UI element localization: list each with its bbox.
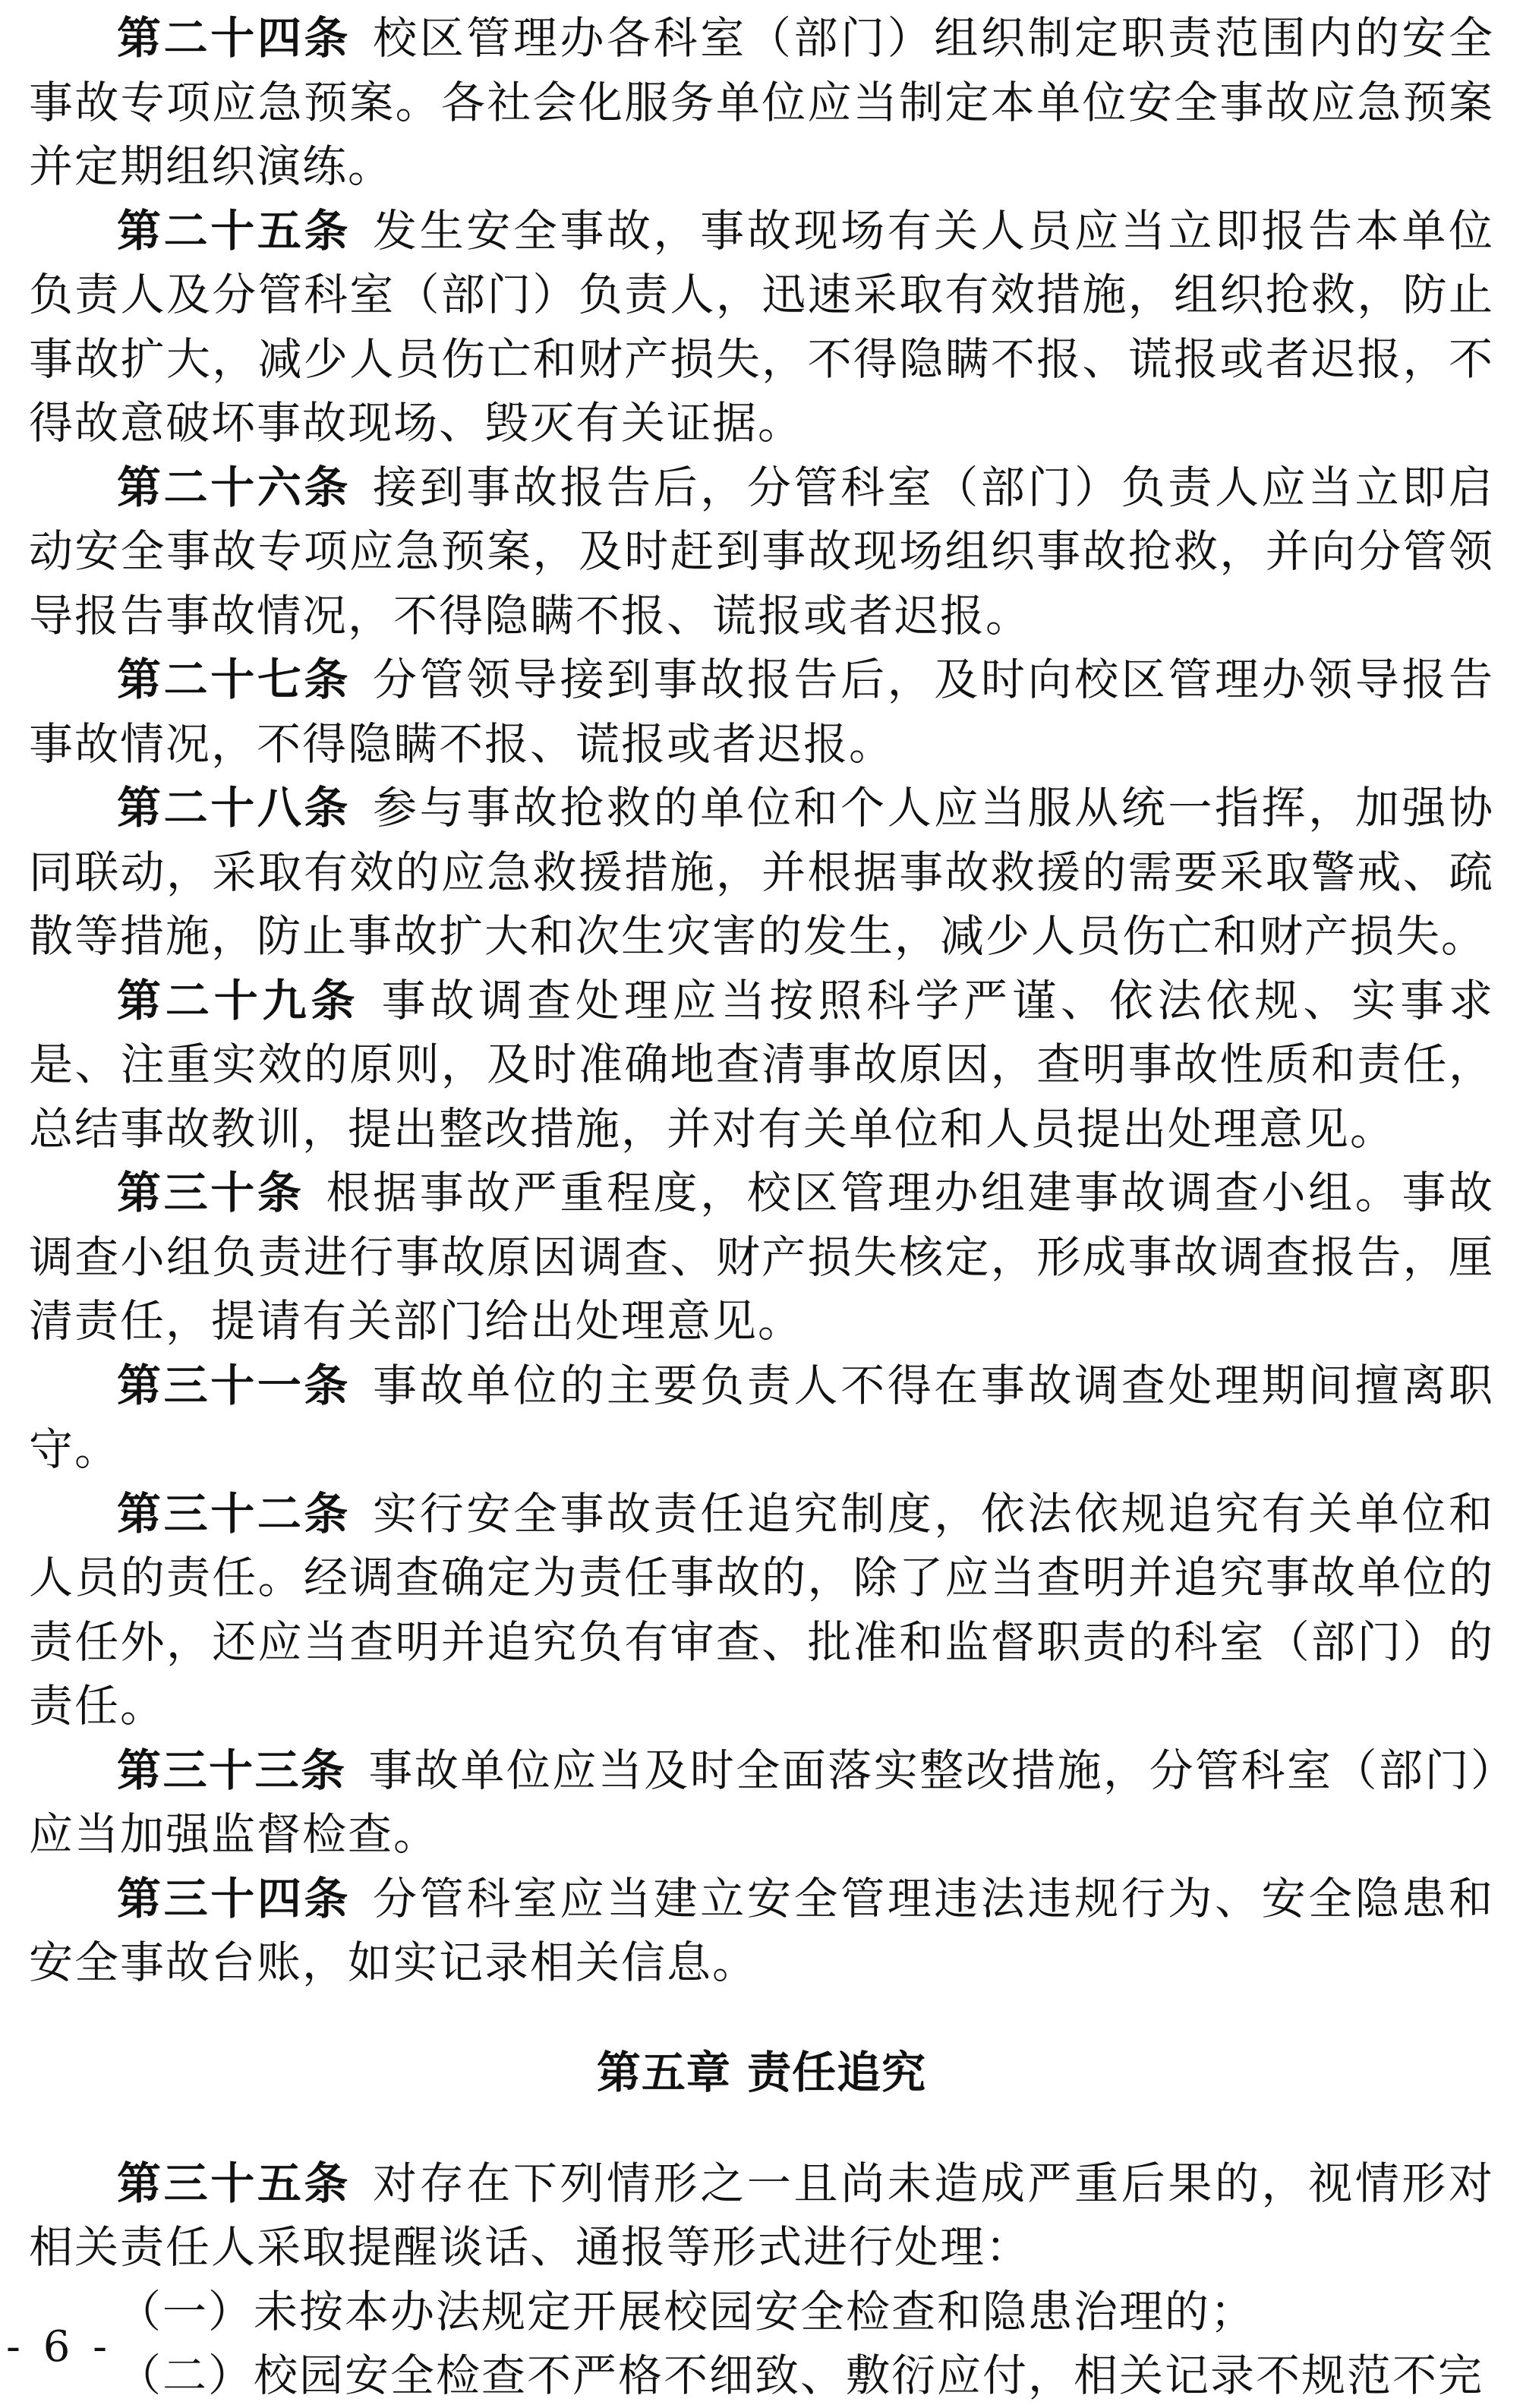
article-text: 事故调查处理应当按照科学严谨、依法依规、实事求是、注重实效的原则，及时准确地查清事故原因，查明事故性质和责任，总结事故教训，提出整改措施，并对有关单位和人员提出处理意见。	[29, 974, 1494, 1155]
article-text: 校区管理办各科室（部门）组织制定职责范围内的安全事故专项应急预案。各社会化服务单位应当制定本单位安全事故应急预案并定期组织演练。	[29, 12, 1494, 192]
article-text: 实行安全事故责任追究制度，依法依规追究有关单位和人员的责任。经调查确定为责任事故的，除了应当查明并追究事故单位的责任外，还应当查明并追究负有审查、批准和监督职责的科室（部门）的责任。	[29, 1487, 1494, 1732]
article-33	[29, 1738, 1494, 1867]
article-text: 根据事故严重程度，校区管理办组建事故调查小组。事故调查小组负责进行事故原因调查、财产损失核定，形成事故调查报告，厘清责任，提请有关部门给出处理意见。	[29, 1167, 1494, 1347]
article-label: 第二十七条	[117, 654, 352, 705]
chapter-title: 第五章 责任追究	[596, 2046, 927, 2098]
article-text: 分管领导接到事故报告后，及时向校区管理办领导报告事故情况，不得隐瞒不报、谎报或者迟报。	[29, 654, 1494, 770]
article-label: 第二十八条	[117, 782, 352, 834]
article-text: 接到事故报告后，分管科室（部门）负责人应当立即启动安全事故专项应急预案，及时赶到事故现场组织事故抢救，并向分管领导报告事故情况，不得隐瞒不报、谎报或者迟报。	[29, 461, 1494, 641]
article-label: 第三十四条	[117, 1872, 352, 1924]
article-text: 参与事故抢救的单位和个人应当服从统一指挥，加强协同联动，采取有效的应急救援措施，并根据事故救援的需要采取警戒、疏散等措施，防止事故扩大和次生灾害的发生，减少人员伤亡和财产损失。	[29, 782, 1494, 962]
article-text: 分管科室应当建立安全管理违法违规行为、安全隐患和安全事故台账，如实记录相关信息。	[29, 1872, 1494, 1988]
article-text: 发生安全事故，事故现场有关人员应当立即报告本单位负责人及分管科室（部门）负责人，迅速采取有效措施，组织抢救，防止事故扩大，减少人员伤亡和财产损失，不得隐瞒不报、谎报或者迟报，不得故意破坏事故现场、毁灭有关证据。	[29, 204, 1494, 449]
article-label: 第二十六条	[117, 461, 352, 513]
article-25	[29, 199, 1494, 455]
article-text: 对存在下列情形之一且尚未造成严重后果的，视情形对相关责任人采取提醒谈话、通报等形式进行处理：	[29, 2157, 1494, 2273]
article-31	[29, 1354, 1494, 1482]
page-number: - 6 -	[6, 2322, 112, 2372]
article-32	[29, 1482, 1494, 1738]
article-30	[29, 1161, 1494, 1354]
article-label: 第三十一条	[117, 1359, 352, 1411]
article-35	[29, 2151, 1494, 2280]
article-label: 第三十三条	[117, 1744, 347, 1796]
article-text: 事故单位应当及时全面落实整改措施，分管科室（部门）应当加强监督检查。	[29, 1744, 1494, 1860]
article-label: 第二十五条	[117, 204, 352, 257]
article-label: 第三十二条	[117, 1487, 352, 1540]
article-27	[29, 648, 1494, 776]
article-label: 第三十五条	[117, 2157, 352, 2209]
article-label: 第二十九条	[117, 974, 360, 1026]
article-26	[29, 455, 1494, 648]
article-label: 第二十四条	[117, 12, 352, 64]
article-28	[29, 776, 1494, 969]
article-29	[29, 969, 1494, 1161]
document-page	[29, 6, 1494, 2408]
article-24	[29, 6, 1494, 199]
list-item: （二）校园安全检查不严格不细致、敷衍应付，相关记录不规范不完	[117, 2350, 1484, 2401]
article-label: 第三十条	[117, 1167, 304, 1218]
article-34	[29, 1867, 1494, 1995]
article-text: 事故单位的主要负责人不得在事故调查处理期间擅离职守。	[29, 1359, 1494, 1475]
list-item: （一）未按本办法规定开展校园安全检查和隐患治理的；	[117, 2285, 1257, 2337]
